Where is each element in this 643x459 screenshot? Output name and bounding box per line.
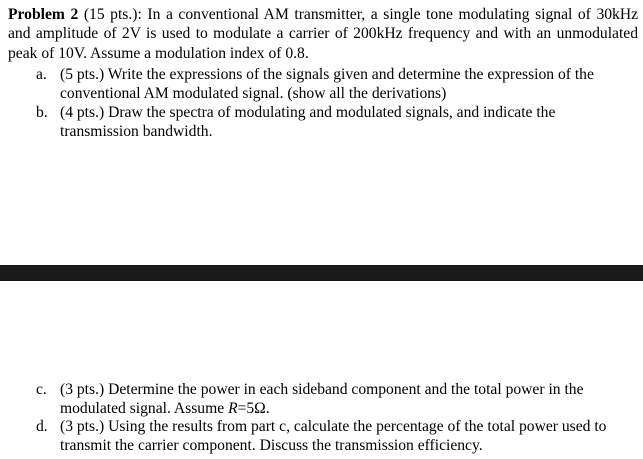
part-b-marker: b. bbox=[36, 104, 48, 121]
part-c-marker: c. bbox=[36, 381, 47, 398]
part-a-text: (5 pts.) Write the expressions of the signals given and determine the expression of the conventional AM modulated signal. (show all the derivations) bbox=[60, 66, 594, 102]
problem-statement bbox=[8, 5, 638, 63]
problem-points: (15 pts.): bbox=[83, 6, 142, 23]
part-c-text-after: =5Ω. bbox=[237, 399, 270, 417]
problem-title: Problem 2 bbox=[8, 6, 79, 23]
part-a-marker: a. bbox=[36, 66, 47, 83]
part-c-resistance-var: R bbox=[228, 399, 238, 417]
part-b-text: (4 pts.) Draw the spectra of modulating and modulated signals, and indicate the transmission bandwidth. bbox=[60, 104, 556, 140]
part-c-text bbox=[60, 381, 630, 418]
part-c-text-before: (3 pts.) Determine the power in each sideband component and the total power in the modulated signal. Assume bbox=[60, 381, 584, 417]
problem-text: In a conventional AM transmitter, a single tone modulating signal of 30kHz and amplitude of 2V is used to modulate a carrier of 200kHz frequency and with an unmodulated peak of 10V. Assume a modulation index of 0.8. bbox=[8, 6, 639, 62]
page-divider bbox=[0, 265, 643, 281]
part-d-marker: d. bbox=[36, 418, 48, 435]
part-d-text: (3 pts.) Using the results from part c, calculate the percentage of the total power used to transmit the carrier component. Discuss the transmission efficiency. bbox=[60, 418, 607, 454]
